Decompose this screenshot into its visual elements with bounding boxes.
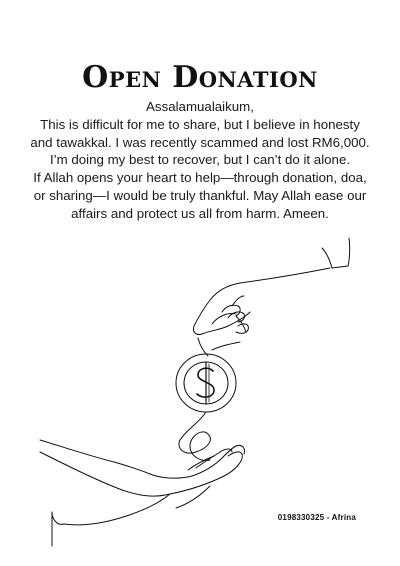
coin-icon bbox=[176, 354, 236, 412]
greeting-text: Assalamualaikum, bbox=[146, 99, 254, 114]
hand-giving-icon bbox=[193, 268, 330, 356]
falling-line bbox=[179, 412, 210, 460]
message-paragraph-2: If Allah opens your heart to help—through donation, doa, or sharing—I would be truly thankful. May Allah ease our affairs and protect us all from harm. Ameen. bbox=[33, 170, 367, 221]
donation-message bbox=[28, 98, 372, 223]
poster-title: Open Donation bbox=[82, 60, 318, 95]
continuous-line-top bbox=[322, 238, 350, 268]
contact-info: 0198330325 - Afrina bbox=[277, 513, 356, 522]
message-paragraph-1: This is difficult for me to share, but I believe in honesty and tawakkal. I was recently scammed and lost RM6,000. I’m doing my best to recover, but I can’t do it alone. bbox=[30, 116, 370, 168]
hand-receiving-icon bbox=[40, 440, 245, 546]
